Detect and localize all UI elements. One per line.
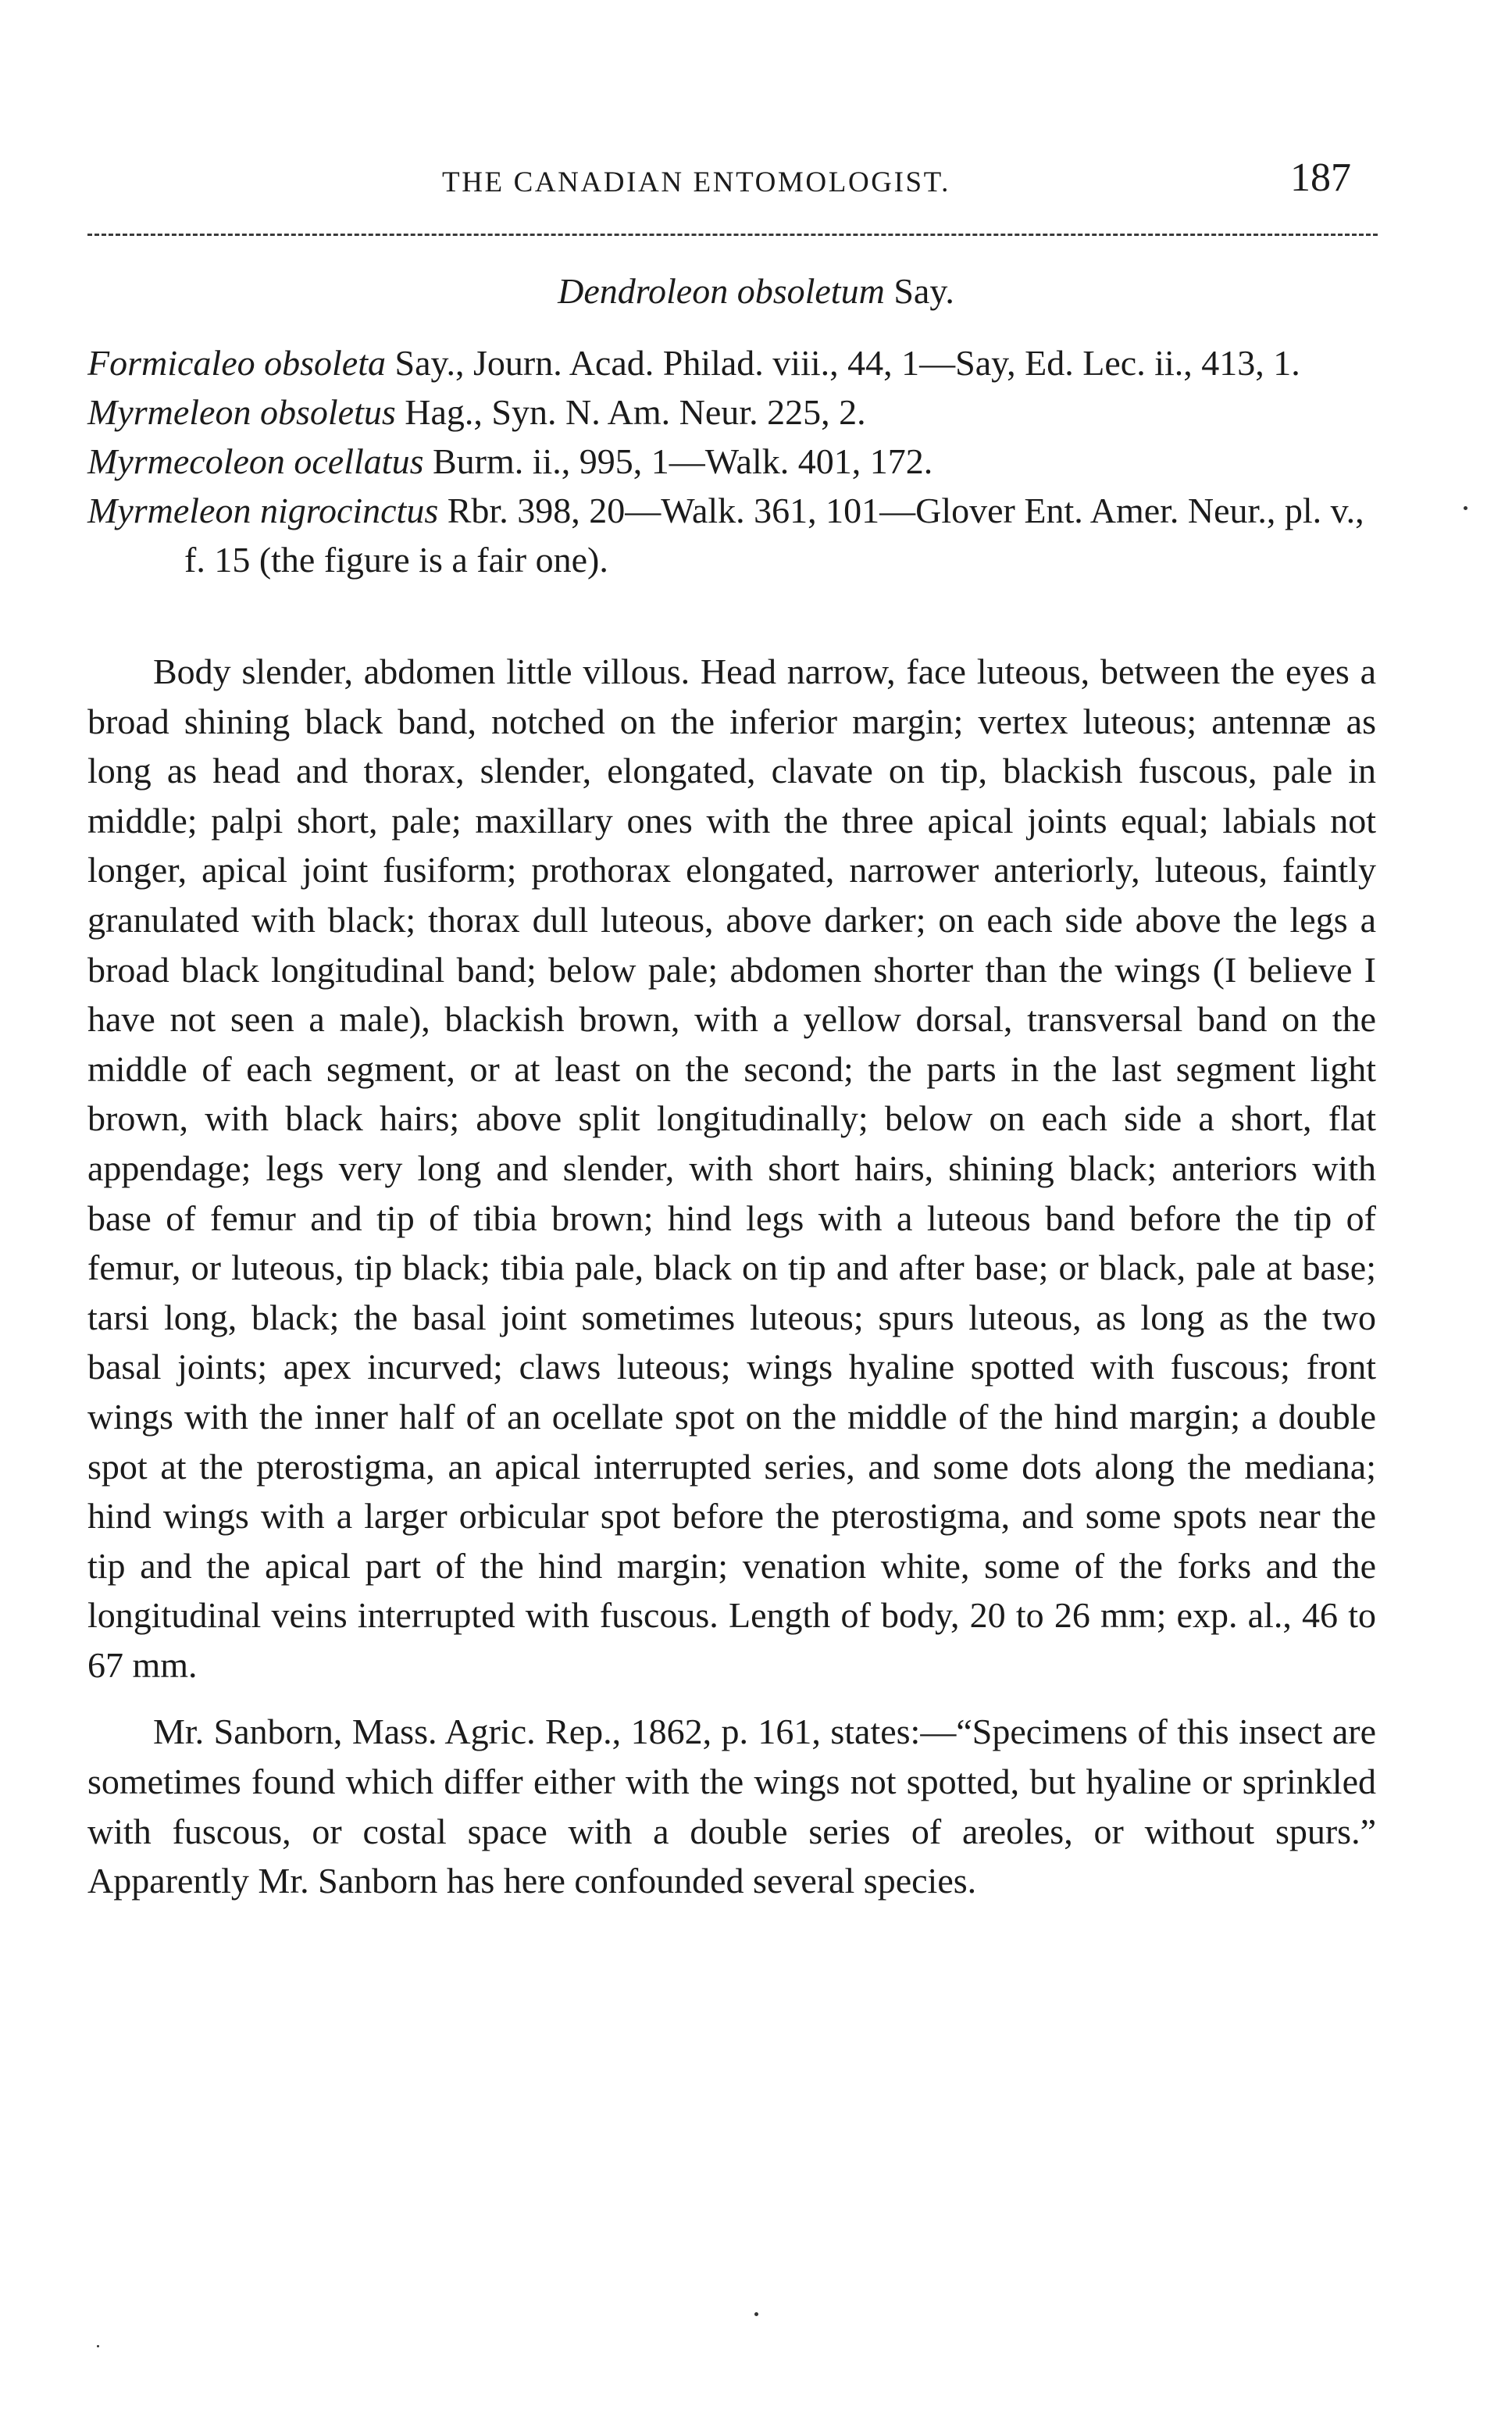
print-speck bbox=[97, 2345, 99, 2347]
running-head bbox=[0, 155, 1512, 209]
species-author: Say. bbox=[893, 271, 954, 311]
species-name: Dendroleon obsoletum bbox=[558, 271, 885, 311]
species-heading bbox=[0, 270, 1512, 312]
synonymy-list bbox=[87, 338, 1376, 584]
synonym-citation: Burm. ii., 995, 1—Walk. 401, 172. bbox=[432, 441, 933, 481]
synonym-entry bbox=[87, 486, 1376, 584]
print-speck bbox=[754, 2312, 758, 2316]
synonym-citation: Hag., Syn. N. Am. Neur. 225, 2. bbox=[405, 392, 866, 432]
synonym-entry bbox=[87, 338, 1376, 387]
synonym-entry bbox=[87, 437, 1376, 486]
synonym-name: Formicaleo obsoleta bbox=[87, 343, 386, 383]
description-paragraph: Body slender, abdomen little villous. Head narrow, face luteous, between the eyes a broad shining black band, notched on the inferior margin; vertex luteous; antennæ as long as head and thorax, slender, elongated, clavate on tip, blackish fuscous, pale in middle; palpi short, pale; maxillary ones with the three apical joints equal; labials not longer, apical joint fusiform; prothorax elongated, narrower anteriorly, luteous, faintly granulated with black; thorax dull luteous, above darker; on each side above the legs a broad black longitudinal band; below pale; abdomen shorter than the wings (I believe I have not seen a male), blackish brown, with a yellow dorsal, transversal band on the middle of each segment, or at least on the second; the parts in the last segment light brown, with black hairs; above split longitudinally; below on each side a short, flat appendage; legs very long and slender, with short hairs, shining black; anteriors with base of femur and tip of tibia brown; hind legs with a luteous band before the tip of femur, or luteous, tip black; tibia pale, black on tip and after base; or black, pale at base; tarsi long, black; the basal joint sometimes luteous; spurs luteous, as long as the two basal joints; apex incurved; claws luteous; wings hyaline spotted with fuscous; front wings with the inner half of an ocellate spot on the middle of the hind margin; a double spot at the pterostigma, an apical interrupted series, and some dots along the mediana; hind wings with a larger orbicular spot before the pterostigma, and some spots near the tip and the apical part of the hind margin; venation white, some of the forks and the longitudinal veins interrupted with fuscous. Length of body, 20 to 26 mm; exp. al., 46 to 67 mm. bbox=[87, 651, 1376, 1685]
page-number: 187 bbox=[1290, 155, 1351, 200]
synonym-citation: Say., Journ. Acad. Philad. viii., 44, 1—Say, Ed. Lec. ii., 413, 1. bbox=[394, 343, 1300, 383]
synonym-entry bbox=[87, 387, 1376, 437]
journal-title: THE CANADIAN ENTOMOLOGIST. bbox=[442, 166, 950, 198]
remarks-paragraph: Mr. Sanborn, Mass. Agric. Rep., 1862, p. 161, states:—“Specimens of this insect are sometimes found which differ either with the wings not spotted, but hyaline or sprinkled with fuscous, or costal space with a double series of areoles, or without spurs.” Apparently Mr. Sanborn has here confounded several species. bbox=[87, 1712, 1376, 1901]
print-speck bbox=[1464, 506, 1467, 510]
synonym-name: Myrmeleon nigrocinctus bbox=[87, 491, 439, 530]
synonym-name: Myrmecoleon ocellatus bbox=[87, 441, 424, 481]
synonym-name: Myrmeleon obsoletus bbox=[87, 392, 396, 432]
header-rule bbox=[87, 234, 1378, 236]
body-text bbox=[87, 647, 1376, 1906]
synonym-citation: Rbr. 398, 20—Walk. 361, 101—Glover Ent. Amer. Neur., pl. v., f. 15 (the figure is a fair one). bbox=[184, 491, 1364, 580]
